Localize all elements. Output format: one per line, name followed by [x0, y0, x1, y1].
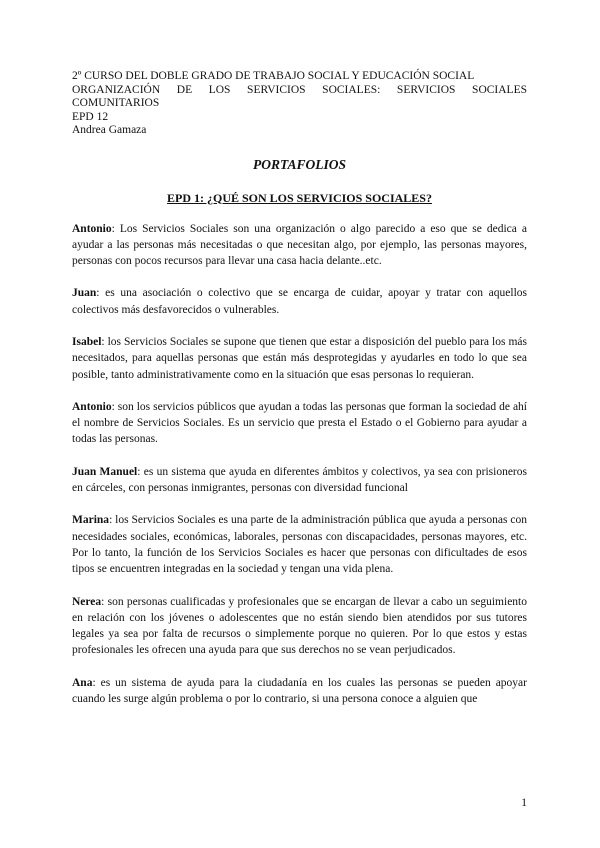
author-line: Andrea Gamaza	[72, 124, 147, 136]
entry-paragraph	[72, 285, 527, 318]
entry-text: : son personas cualificadas y profesionales que se encargan de llevar a cabo un seguimiento en relación con los jóvenes o adolescentes que no están siendo bien atendidos por sus tutores legales ya sea por falta de recursos o simplemente porque no quieren. Por lo que estos y estas profesionales les ofrecen una ayuda para que sus derechos no se vean perjudicados.	[72, 595, 527, 657]
entry-text: : son los servicios públicos que ayudan a todas las personas que forman la sociedad de ahí el nombre de Servicios Sociales. Es un servicio que presta el Estado o el Gobierno para ayudar a todas las personas.	[72, 400, 527, 446]
entry-author: Isabel	[72, 335, 102, 348]
entry-author: Nerea	[72, 595, 102, 608]
subject-line: ORGANIZACIÓN DE LOS SERVICIOS SOCIALES: SERVICIOS SOCIALES	[72, 83, 527, 96]
section-heading: EPD 1: ¿QUÉ SON LOS SERVICIOS SOCIALES?	[167, 190, 432, 205]
document-header	[72, 70, 527, 138]
entry-paragraph	[72, 334, 527, 383]
course-line: 2º CURSO DEL DOBLE GRADO DE TRABAJO SOCIAL Y EDUCACIÓN SOCIAL	[72, 70, 475, 82]
document-page	[72, 70, 527, 723]
entry-text: : es un sistema que ayuda en diferentes ámbitos y colectivos, ya sea con prisioneros en cárceles, con personas inmigrantes, personas con diversidad funcional	[72, 465, 527, 495]
epd-line: EPD 12	[72, 110, 109, 123]
entry-author: Antonio	[72, 400, 112, 413]
entry-text: : los Servicios Sociales se supone que tienen que estar a disposición del pueblo para los más necesitados, para aquellas personas que están más desprotegidas y ayudarles en todo lo que sea posible, tanto administrativamente como en la situación que esas personas lo requieran.	[72, 335, 527, 381]
entry-text: : Los Servicios Sociales son una organización o algo parecido a eso que se dedica a ayudar a las personas más necesitadas o que necesitan algo, por ejemplo, las personas mayores, personas con pocos recursos para llevar una casa hacia delante..etc.	[72, 222, 527, 268]
entry-paragraph	[72, 464, 527, 497]
entry-text: : los Servicios Sociales es una parte de la administración pública que ayuda a personas con necesidades sociales, económicas, laborales, personas con discapacidades, personas mayores, etc. Por lo tanto, la función de los Servicios Sociales es hacer que personas con dificultades de esos tipos se encuentren integradas en la sociedad y tengan una vida plena.	[72, 514, 527, 576]
entry-author: Marina	[72, 514, 110, 527]
page-number: 1	[521, 797, 527, 809]
entry-author: Juan	[72, 287, 97, 300]
entry-text: : es una asociación o colectivo que se encarga de cuidar, apoyar y tratar con aquellos colectivos más desfavorecidos o vulnerables.	[72, 287, 527, 316]
entry-paragraph	[72, 594, 527, 659]
document-title: PORTAFOLIOS	[252, 156, 347, 172]
entry-paragraph	[72, 675, 527, 708]
entry-author: Ana	[72, 676, 93, 689]
entry-author: Antonio	[72, 222, 112, 235]
entry-text: : es un sistema de ayuda para la ciudadanía en los cuales las personas se pueden apoyar cuando les surge algún problema o por lo contrario, si una persona conoce a alguien que	[72, 676, 527, 706]
entry-paragraph	[72, 221, 527, 270]
entry-paragraph	[72, 399, 527, 448]
entry-paragraph	[72, 512, 527, 577]
subject-line-continuation: COMUNITARIOS	[72, 97, 160, 109]
entries-list	[72, 221, 527, 708]
entry-author: Juan Manuel	[72, 465, 138, 478]
